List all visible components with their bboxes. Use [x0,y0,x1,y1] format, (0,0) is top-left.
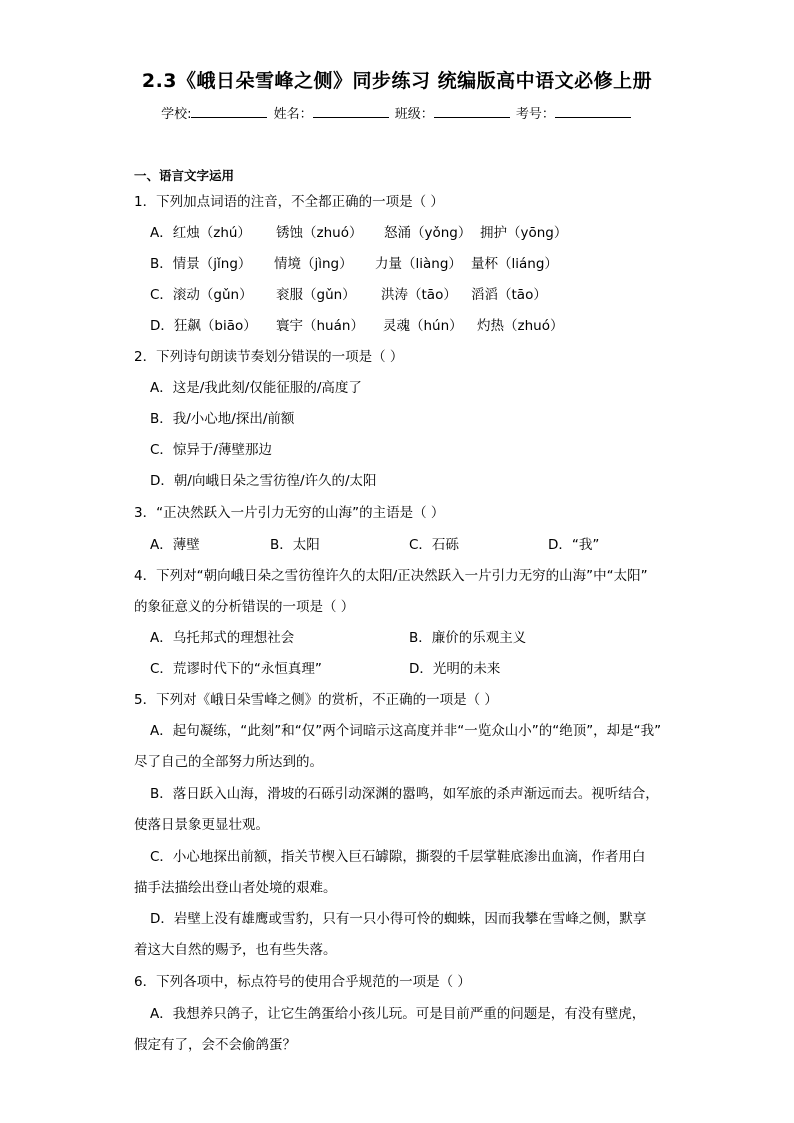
q5-option-d-line-2: 着这大自然的赐予，也有些失落。 [134,942,337,958]
q1-c-item-2: 衮服（gǔn） [276,287,356,303]
q1-d-item-1: D．狂飙（biāo） [150,318,257,334]
q5-option-c-line-2: 描手法描绘出登山者处境的艰难。 [134,880,337,896]
section-heading: 一、语言文字运用 [134,168,235,183]
page-title: 2.3《峨日朵雪峰之侧》同步练习 统编版高中语文必修上册 [141,70,653,92]
q5-option-b-line-1: B．落日跃入山海，滑坡的石砾引动深渊的嚣鸣，如军旅的杀声渐远而去。视听结合， [150,786,659,802]
q6-option-a-line-1: A．我想养只鸽子，让它生鸽蛋给小孩儿玩。可是目前严重的问题是，有没有壁虎， [150,1006,646,1022]
school-blank[interactable] [191,104,267,118]
q1-option-d [150,317,750,335]
q1-d-item-2: 寰宇（huán） [276,318,364,334]
class-label: 班级： [394,107,434,122]
q1-a-item-4: 拥护（yōng） [480,225,568,241]
q2-option-a: A．这是/我此刻/仅能征服的/高度了 [150,380,362,396]
q2-option-c: C．惊异于/薄壁那边 [150,442,272,458]
q1-b-item-3: 力量（liàng） [375,256,462,272]
student-info-row [0,103,794,122]
q5-option-a-line-1: A．起句凝练，“此刻”和“仅”两个词暗示这高度并非“一览众山小”的“绝顶”，却是“我” [150,723,662,739]
q4-option-c: C．荒谬时代下的“永恒真理” [150,661,322,677]
q1-b-item-4: 量杯（liáng） [471,256,558,272]
q4-option-b: B．廉价的乐观主义 [409,630,527,646]
question-5-stem: 5．下列对《峨日朵雪峰之侧》的赏析，不正确的一项是（ ） [134,692,498,708]
question-4-stem-line-2: 的象征意义的分析错误的一项是（ ） [134,599,355,615]
q1-c-item-3: 洪涛（tāo） [381,287,457,303]
q1-a-item-1: A．红烛（zhú） [150,225,251,241]
question-4-stem-line-1: 4．下列对“朝向峨日朵之雪彷徨许久的太阳/正决然跃入一片引力无穷的山海”中“太阳” [134,568,648,584]
exam-no-label: 考号： [515,107,555,122]
q5-option-a-line-2: 尽了自己的全部努力所达到的。 [134,754,323,770]
q3-options-row [150,536,750,554]
q4-options-row-2 [150,660,750,678]
q6-option-a-line-2: 假定有了，会不会偷鸽蛋？ [134,1037,296,1053]
q1-a-item-3: 怒涌（yǒng） [384,225,472,241]
q1-c-item-4: 滔滔（tāo） [471,287,547,303]
q4-options-row-1 [150,629,750,647]
class-blank[interactable] [434,104,510,118]
exam-no-blank[interactable] [555,104,631,118]
q4-option-d: D．光明的未来 [409,661,501,677]
q5-option-c-line-1: C．小心地探出前额，指关节楔入巨石罅隙，撕裂的千层掌鞋底渗出血滴，作者用白 [150,849,646,865]
q3-option-c: C．石砾 [409,537,459,553]
q1-option-c [150,286,750,304]
question-2-stem: 2．下列诗句朗读节奏划分错误的一项是（ ） [134,349,404,365]
q5-option-d-line-1: D．岩壁上没有雄鹰或雪豹，只有一只小得可怜的蜘蛛，因而我攀在雪峰之侧，默享 [150,911,647,927]
q1-c-item-1: C．滚动（gǔn） [150,287,253,303]
school-label: 学校: [161,107,192,122]
q3-option-b: B．太阳 [270,537,320,553]
q3-option-a: A．薄壁 [150,537,200,553]
q1-b-item-1: B．情景（jǐng） [150,256,252,272]
q1-d-item-3: 灵魂（hún） [383,318,463,334]
q5-option-b-line-2: 使落日景象更显壮观。 [134,817,269,833]
q4-option-a: A．乌托邦式的理想社会 [150,630,295,646]
name-blank[interactable] [313,104,389,118]
q3-option-d: D．“我” [548,537,600,553]
q1-b-item-2: 情境（jìng） [274,256,353,272]
q2-option-d: D．朝/向峨日朵之雪彷徨/许久的/太阳 [150,473,377,489]
q1-option-b [150,255,750,273]
q2-option-b: B．我/小心地/探出/前额 [150,411,295,427]
q1-option-a [150,224,750,242]
question-6-stem: 6．下列各项中，标点符号的使用合乎规范的一项是（ ） [134,974,471,990]
name-label: 姓名： [273,107,313,122]
q1-a-item-2: 锈蚀（zhuó） [276,225,363,241]
question-1-stem: 1．下列加点词语的注音，不全都正确的一项是（ ） [134,194,444,210]
question-3-stem: 3．“正决然跃入一片引力无穷的山海”的主语是（ ） [134,505,445,521]
q1-d-item-4: 灼热（zhuó） [477,318,564,334]
